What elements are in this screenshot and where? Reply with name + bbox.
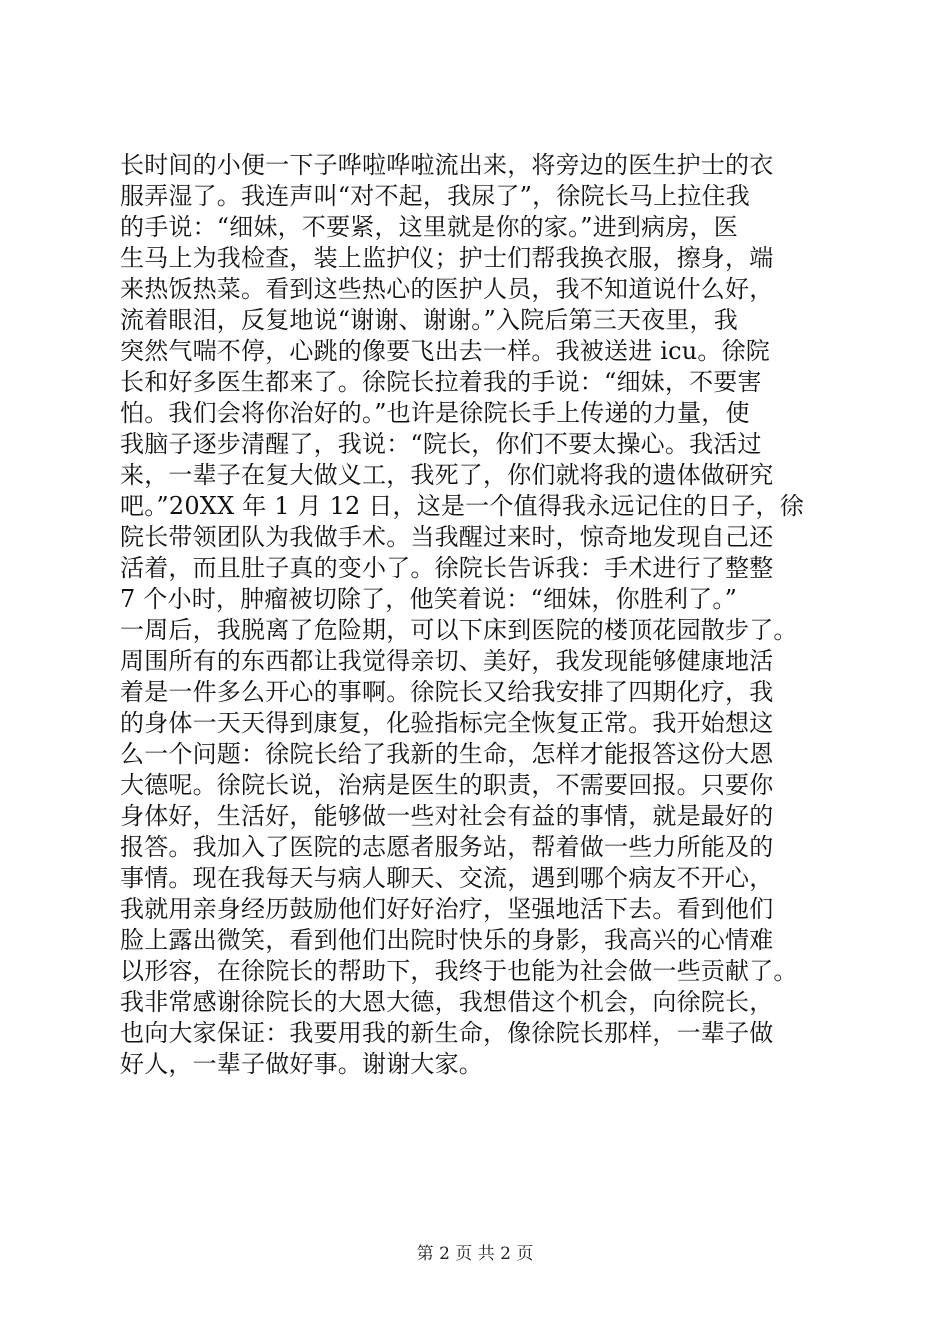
text-line: 吧。”20XX 年 1 月 12 日，这是一个值得我永远记住的日子，徐 [120,492,804,520]
text-line: 我脑子逐步清醒了，我说：“院长，你们不要太操心。我活过 [120,430,762,458]
text-line: 么一个问题：徐院长给了我新的生命，怎样才能报答这份大恩 [120,740,774,768]
text-line: 长时间的小便一下子哗啦哗啦流出来，将旁边的医生护士的衣 [120,151,774,179]
text-line: 服弄湿了。我连声叫“对不起，我尿了”，徐院长马上拉住我 [120,182,750,210]
page-footer: 第 2 页 共 2 页 [416,1244,534,1264]
text-line: 也向大家保证：我要用我的新生命，像徐院长那样，一辈子做 [120,1019,774,1047]
text-line: 怕。我们会将你治好的。”也许是徐院长手上传递的力量，使 [120,399,750,427]
text-line: 好人，一辈子做好事。谢谢大家。 [120,1050,483,1078]
text-line: 的手说：“细妹，不要紧，这里就是你的家。”进到病房，医 [120,213,738,241]
text-line: 我就用亲身经历鼓励他们好好治疗，坚强地活下去。看到他们 [120,895,774,923]
text-line: 大德呢。徐院长说，治病是医生的职责，不需要回报。只要你 [120,771,774,799]
text-line: 我非常感谢徐院长的大恩大德，我想借这个机会，向徐院长， [120,988,774,1016]
text-line: 报答。我加入了医院的志愿者服务站，帮着做一些力所能及的 [120,833,774,861]
text-line: 着是一件多么开心的事啊。徐院长又给我安排了四期化疗，我 [120,678,774,706]
text-line: 7 个小时，肿瘤被切除了，他笑着说：“细妹，你胜利了。” [120,585,738,613]
text-line: 事情。现在我每天与病人聊天、交流，遇到哪个病友不开心， [120,864,774,892]
text-line: 流着眼泪，反复地说“谢谢、谢谢。”入院后第三天夜里，我 [120,306,738,334]
text-line: 身体好，生活好，能够做一些对社会有益的事情，就是最好的 [120,802,774,830]
text-line: 院长带领团队为我做手术。当我醒过来时，惊奇地发现自己还 [120,523,774,551]
text-line: 突然气喘不停，心跳的像要飞出去一样。我被送进 icu。徐院 [120,337,771,365]
text-line: 活着，而且肚子真的变小了。徐院长告诉我：手术进行了整整 [120,554,774,582]
text-line: 脸上露出微笑，看到他们出院时快乐的身影，我高兴的心情难 [120,926,774,954]
text-line: 周围所有的东西都让我觉得亲切、美好，我发现能够健康地活 [120,647,774,675]
text-line: 来，一辈子在复大做义工，我死了，你们就将我的遗体做研究 [120,461,774,489]
text-line: 来热饭热菜。看到这些热心的医护人员，我不知道说什么好， [120,275,774,303]
text-line: 生马上为我检查，装上监护仪；护士们帮我换衣服，擦身，端 [120,244,774,272]
body-text [120,150,840,1080]
text-line: 的身体一天天得到康复，化验指标完全恢复正常。我开始想这 [120,709,774,737]
text-line: 长和好多医生都来了。徐院长拉着我的手说：“细妹，不要害 [120,368,762,396]
text-line: 以形容，在徐院长的帮助下，我终于也能为社会做一些贡献了。 [120,957,798,985]
text-line: 一周后，我脱离了危险期，可以下床到医院的楼顶花园散步了。 [120,616,798,644]
